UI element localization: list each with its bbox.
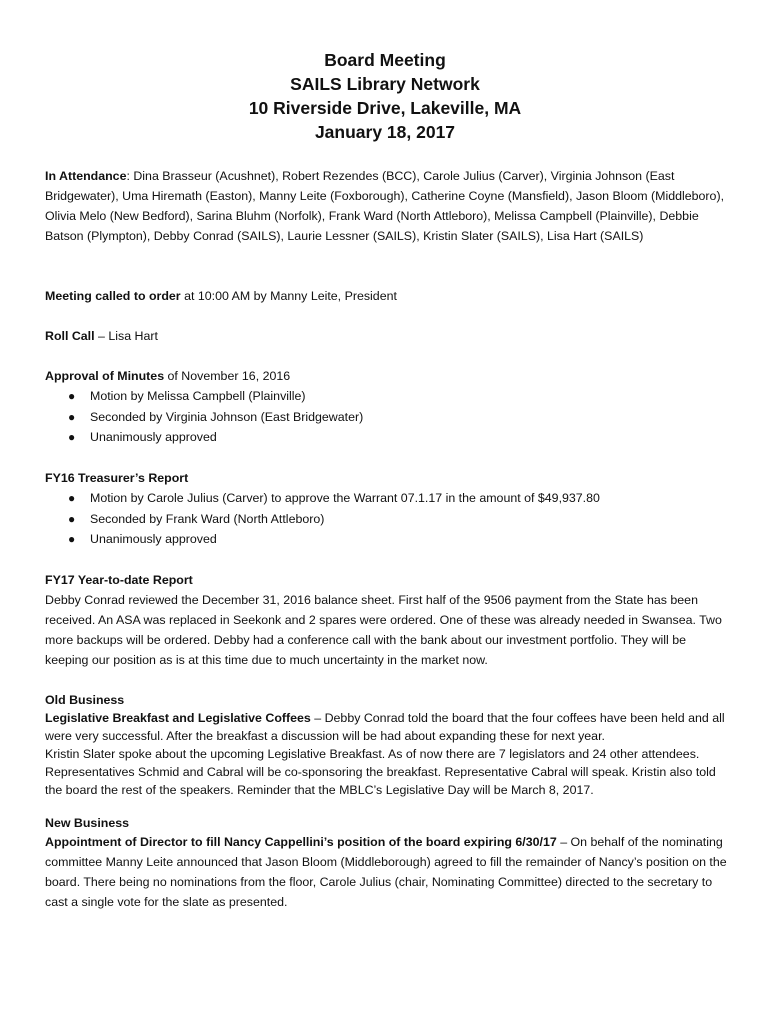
minutes-list (45, 386, 727, 448)
call-to-order-text: at 10:00 AM by Manny Leite, President (180, 289, 397, 303)
fy17-section (45, 570, 727, 670)
list-item: ● Motion by Melissa Campbell (Plainville) (45, 386, 727, 407)
list-item: ● Seconded by Frank Ward (North Attleboro) (45, 509, 727, 530)
roll-call-section (45, 326, 727, 346)
attendance-label: In Attendance (45, 169, 127, 183)
header-date: January 18, 2017 (314, 122, 456, 142)
new-business-label: Appointment of Director to fill Nancy Cappellini’s position of the board expiring 6/30/17 (45, 835, 557, 849)
minutes-section (45, 366, 727, 448)
list-item: ● Unanimously approved (45, 427, 727, 448)
bullet-icon: ● (68, 511, 76, 526)
list-item: ● Motion by Carole Julius (Carver) to approve the Warrant 07.1.17 in the amount of $49,937.80 (45, 488, 727, 509)
roll-call-label: Roll Call (45, 329, 95, 343)
old-business-text-2: Kristin Slater spoke about the upcoming Legislative Breakfast. As of now there are 7 legislators and 24 other attendees. Representatives Schmid and Cabral will be co-sponsoring the breakfast. Representative Cabral will speak. Kristin also told the board the rest of the speakers. Reminder that the MBLC’s Legislative Day will be March 8, 2017. (45, 747, 716, 797)
new-business-section (45, 814, 727, 912)
attendance-section (45, 166, 727, 246)
header-address: 10 Riverside Drive, Lakeville, MA (248, 98, 522, 118)
bullet-icon: ● (68, 430, 76, 444)
attendance-text: : Dina Brasseur (Acushnet), Robert Rezendes (BCC), Carole Julius (Carver), Virginia Johnson (East Bridgewater), Uma Hiremath (Easton), Manny Leite (Foxborough), Catherine Coyne (Mansfield), Jason Bloom (Middleboro), Olivia Melo (New Bedford), Sarina Bluhm (Norfolk), Frank Ward (North Attleboro), Melissa Campbell (Plainville), Debbie Batson (Plympton), Debby Conrad (SAILS), Laurie Lessner (SAILS), Kristin Slater (SAILS), Lisa Hart (SAILS) (45, 169, 725, 243)
call-to-order-label: Meeting called to order (45, 289, 181, 303)
new-business-heading: New Business (45, 816, 130, 830)
old-business-section (45, 691, 727, 799)
header-title: Board Meeting (324, 50, 446, 70)
minutes-text: of November 16, 2016 (164, 369, 291, 383)
old-business-label: Legislative Breakfast and Legislative Coffees (45, 711, 311, 725)
document-header (0, 48, 770, 144)
old-business-heading: Old Business (45, 693, 125, 707)
minutes-label: Approval of Minutes (45, 369, 165, 383)
bullet-icon: ● (68, 491, 76, 505)
bullet-icon: ● (68, 532, 76, 546)
call-to-order-section (45, 286, 727, 306)
fy17-heading: FY17 Year-to-date Report (45, 573, 193, 587)
fy16-list (45, 488, 727, 550)
list-item: ● Seconded by Virginia Johnson (East Bridgewater) (45, 407, 727, 428)
fy16-section (45, 468, 727, 550)
list-item: ● Unanimously approved (45, 529, 727, 550)
bullet-icon: ● (68, 409, 76, 424)
new-business-text: – On behalf of the nominating committee Manny Leite announced that Jason Bloom (Middleborough) agreed to fill the remainder of Nancy’s position on the board. There being no nominations from the floor, Carole Julius (chair, Nominating Committee) directed to the secretary to cast a single vote for the slate as presented. (45, 835, 727, 909)
roll-call-text: – Lisa Hart (94, 329, 158, 343)
fy17-text: Debby Conrad reviewed the December 31, 2016 balance sheet. First half of the 9506 payment from the State has been received. An ASA was replaced in Seekonk and 2 spares were ordered. One of these was already needed in Swansea. Two more backups will be ordered. Debby had a conference call with the bank about our investment portfolio. They will be keeping our position as is at this time due to much uncertainty in the market now. (45, 593, 722, 667)
header-organization: SAILS Library Network (290, 74, 480, 94)
old-business-text: – Debby Conrad told the board that the four coffees have been held and all were very successful. After the breakfast a discussion will be had about expanding these for next year. (45, 711, 725, 743)
bullet-icon: ● (68, 389, 76, 403)
fy16-heading: FY16 Treasurer’s Report (45, 471, 189, 485)
